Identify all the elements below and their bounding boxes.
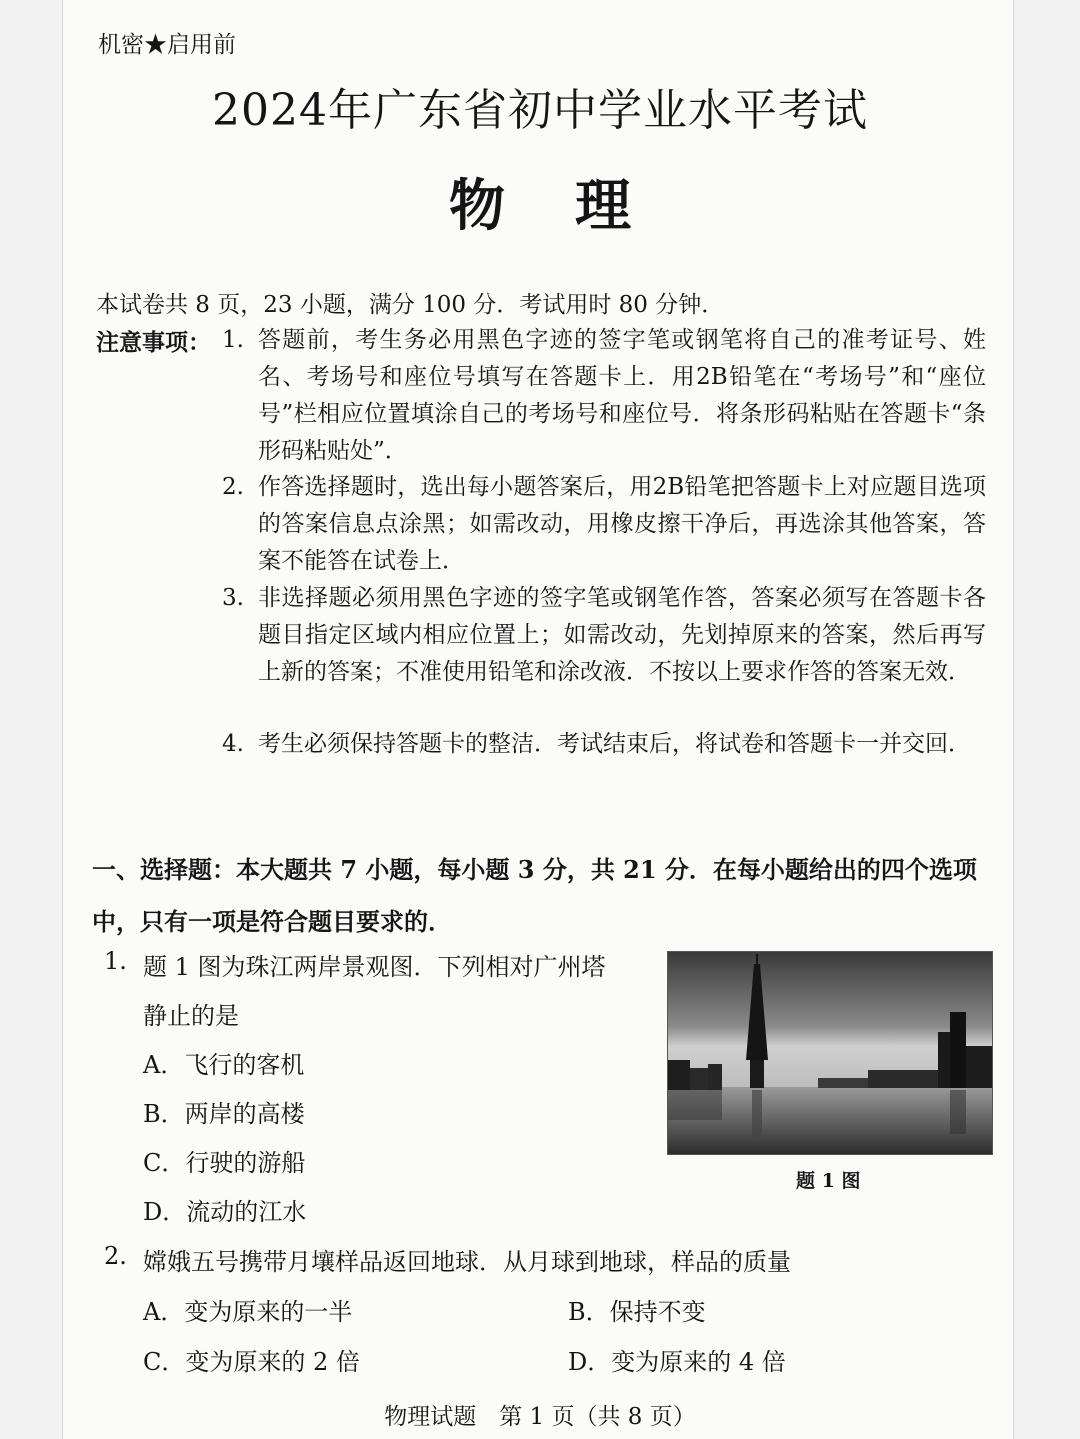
subject-title: 物理 bbox=[449, 173, 701, 239]
notice-item-text: 非选择题必须用黑色字迹的签字笔或钢笔作答，答案必须写在答题卡各题目指定区域内相应位置上；如需改动，先划掉原来的答案，然后再写上新的答案；不准使用铅笔和涂改液．不按以上要求作答的答案无效． bbox=[258, 585, 986, 685]
confidential-label: 机密★启用前 bbox=[98, 32, 236, 58]
figure-caption: 题 1 图 bbox=[796, 1170, 861, 1192]
notice-label: 注意事项： bbox=[96, 329, 211, 356]
section-heading: 一、选择题：本大题共 7 小题，每小题 3 分，共 21 分．在每小题给出的四个选项中，只有一项是符合题目要求的． bbox=[92, 855, 977, 936]
notice-item-number: 3. bbox=[222, 585, 244, 611]
intro-text: 本试卷共 8 页，23 小题，满分 100 分．考试用时 80 分钟． bbox=[96, 292, 725, 318]
page-footer: 物理试题 第 1 页（共 8 页） bbox=[384, 1404, 696, 1430]
notice-item-text: 考生必须保持答题卡的整洁．考试结束后，将试卷和答题卡一并交回． bbox=[258, 731, 971, 757]
pearl-river-photo bbox=[667, 951, 993, 1155]
question-number: 1. bbox=[104, 947, 127, 975]
option-a: A．变为原来的一半 bbox=[143, 1298, 353, 1326]
canton-tower-skyline-image bbox=[668, 952, 992, 1154]
option-d: D．流动的江水 bbox=[143, 1198, 307, 1226]
option-b: B．两岸的高楼 bbox=[143, 1100, 305, 1128]
question-text: 嫦娥五号携带月壤样品返回地球．从月球到地球，样品的质量 bbox=[143, 1248, 791, 1276]
option-c: C．变为原来的 2 倍 bbox=[143, 1348, 360, 1376]
option-a: A．飞行的客机 bbox=[143, 1051, 305, 1079]
question-text: 题 1 图为珠江两岸景观图．下列相对广州塔 bbox=[143, 953, 606, 981]
notice-item-number: 4. bbox=[222, 731, 244, 757]
exam-title: 2024年广东省初中学业水平考试 bbox=[212, 85, 868, 136]
question-text: 静止的是 bbox=[143, 1002, 239, 1030]
notice-item-number: 1. bbox=[222, 327, 244, 353]
notice-item-number: 2. bbox=[222, 474, 244, 500]
option-d: D．变为原来的 4 倍 bbox=[568, 1348, 786, 1376]
option-b: B．保持不变 bbox=[568, 1298, 706, 1326]
notice-item-text: 作答选择题时，选出每小题答案后，用2B铅笔把答题卡上对应题目选项的答案信息点涂黑；如需改动，用橡皮擦干净后，再选涂其他答案，答案不能答在试卷上． bbox=[258, 474, 986, 574]
notice-item-text: 答题前，考生务必用黑色字迹的签字笔或钢笔将自己的准考证号、姓名、考场号和座位号填写在答题卡上．用2B铅笔在“考场号”和“座位号”栏相应位置填涂自己的考场号和座位号．将条形码粘贴在答题卡“条形码粘贴处”． bbox=[258, 327, 986, 464]
option-c: C．行驶的游船 bbox=[143, 1149, 306, 1177]
question-number: 2. bbox=[104, 1242, 127, 1270]
